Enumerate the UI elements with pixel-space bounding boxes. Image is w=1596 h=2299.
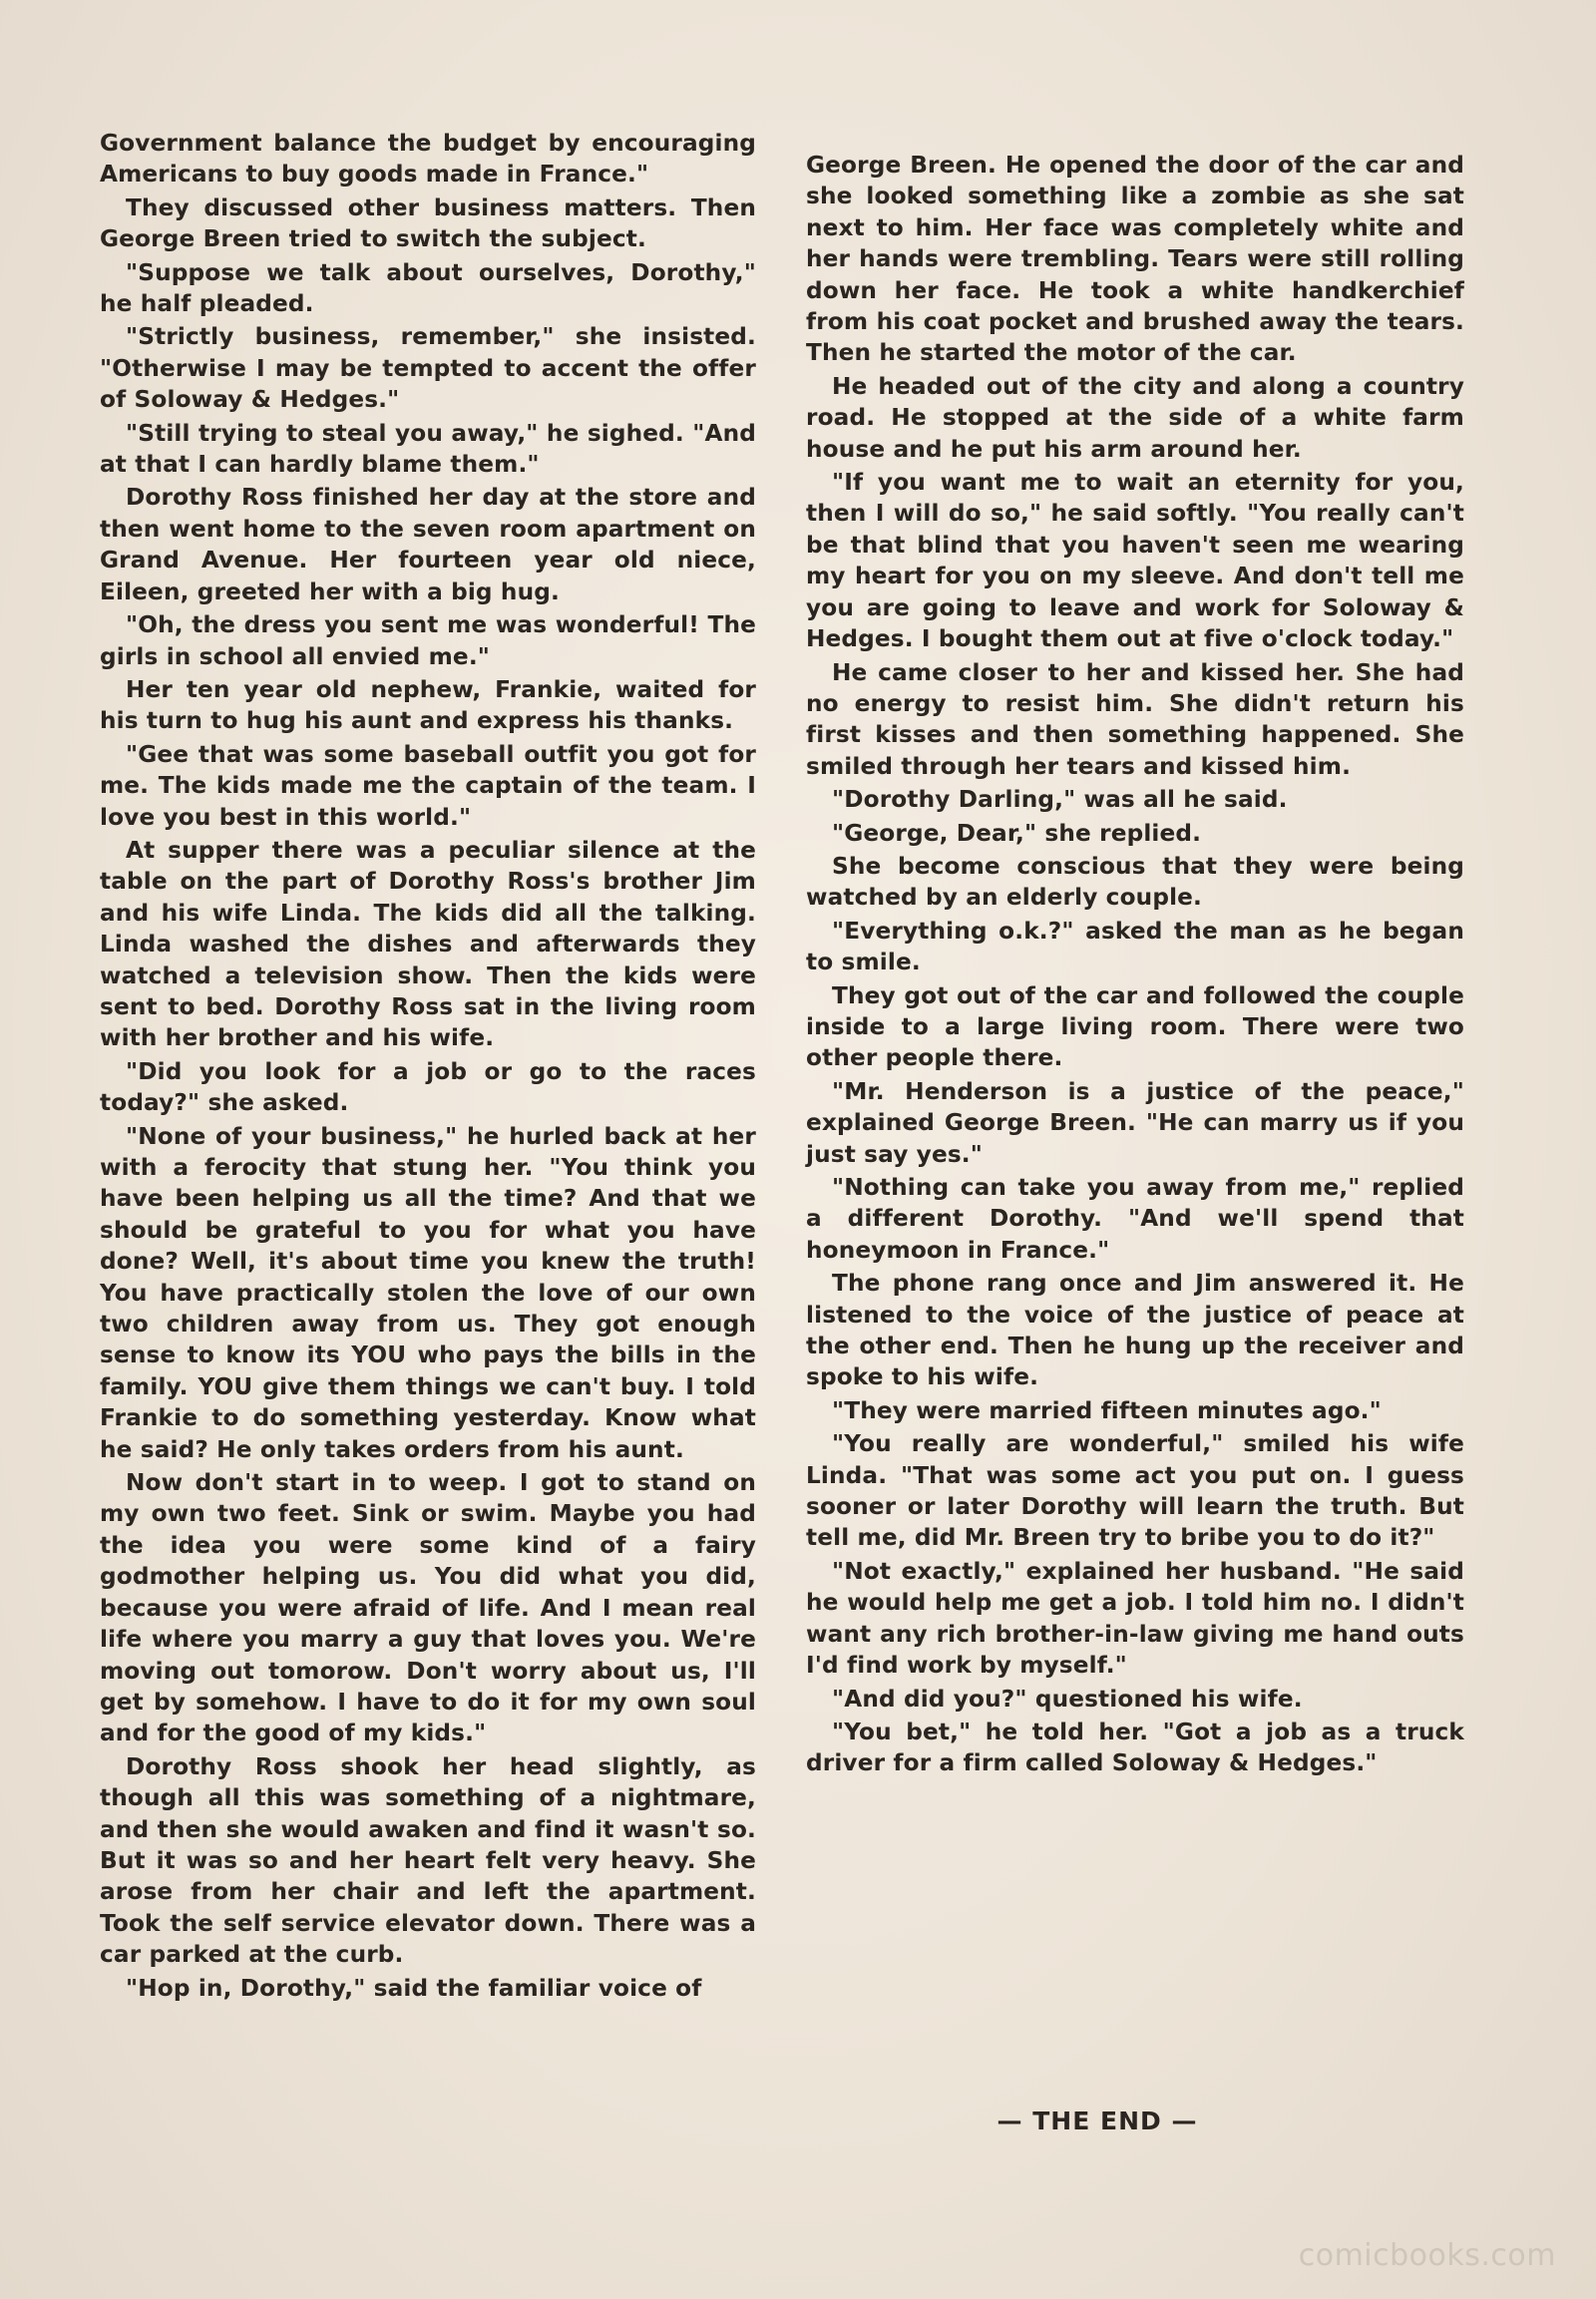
paragraph: "Everything o.k.?" asked the man as he began to smile. bbox=[806, 917, 1464, 976]
paragraph: "Strictly business, remember," she insisted. "Otherwise I may be tempted to accent the offer of Soloway & Hedges." bbox=[100, 323, 756, 414]
paragraph: They discussed other business matters. Then George Breen tried to switch the subject. bbox=[100, 193, 756, 253]
paragraph: "Still trying to steal you away," he sighed. "And at that I can hardly blame them." bbox=[100, 419, 756, 479]
paragraph: "Gee that was some baseball outfit you got for me. The kids made me the captain of the team. I love you best in this world." bbox=[100, 740, 756, 831]
paragraph: "Mr. Henderson is a justice of the peace," explained George Breen. "He can marry us if you just say yes." bbox=[806, 1077, 1464, 1168]
paragraph: He headed out of the city and along a country road. He stopped at the side of a white farm house and he put his arm around her. bbox=[806, 372, 1464, 463]
paragraph: "You really are wonderful," smiled his wife Linda. "That was some act you put on. I guess sooner or later Dorothy will learn the truth. But tell me, did Mr. Breen try to bribe you to do it?" bbox=[806, 1430, 1464, 1552]
paragraph: "They were married fifteen minutes ago." bbox=[832, 1396, 1382, 1424]
paragraph: At supper there was a peculiar silence at the table on the part of Dorothy Ross's brother Jim and his wife Linda. The kids did all the talking. Linda washed the dishes and afterwards they watched a television show. Then the kids were sent to bed. Dorothy Ross sat in the living room with her brother and his wife. bbox=[100, 836, 756, 1052]
site-watermark: comicbooks.com bbox=[1298, 2238, 1556, 2273]
paragraph: "Oh, the dress you sent me was wonderful! The girls in school all envied me." bbox=[100, 611, 756, 670]
paragraph: The phone rang once and Jim answered it. He listened to the voice of the justice of peace at the other end. Then he hung up the receiver and spoke to his wife. bbox=[806, 1270, 1464, 1391]
paragraph: Dorothy Ross shook her head slightly, as though all this was something of a nightmare, and then she would awaken and find it wasn't so. But it was so and her heart felt very heavy. She arose from her chair and left the apartment. Took the self service elevator down. There was a car parked at the curb. bbox=[100, 1752, 756, 1969]
paragraph: "Nothing can take you away from me," replied a different Dorothy. "And we'll spend that honeymoon in France." bbox=[806, 1174, 1464, 1264]
paragraph: Her ten year old nephew, Frankie, waited for his turn to hug his aunt and express his thanks. bbox=[100, 675, 756, 735]
paragraph: Dorothy Ross finished her day at the store and then went home to the seven room apartment on Grand Avenue. Her fourteen year old niece, Eileen, greeted her with a big hug. bbox=[100, 484, 756, 605]
paragraph: George Breen. He opened the door of the car and she looked something like a zombie as she sat next to him. Her face was completely white and her hands were trembling. Tears were still rolling down her face. He took a white handkerchief from his coat pocket and brushed away the tears. Then he started the motor of the car. bbox=[806, 152, 1464, 367]
paragraph: "You bet," he told her. "Got a job as a truck driver for a firm called Soloway & Hedges." bbox=[806, 1718, 1464, 1777]
paragraph: "None of your business," he hurled back at her with a ferocity that stung her. "You think you have been helping us all the time? And that we should be grateful to you for what you have done? Well, it's about time you knew the truth! You have practically stolen the love of our own two children away from us. They got enough sense to know its YOU who pays the bills in the family. YOU give them things we can't buy. I told Frankie to do something yesterday. Know what he said? He only takes orders from his aunt. bbox=[100, 1122, 756, 1463]
paragraph: He came closer to her and kissed her. She had no energy to resist him. She didn't return his first kisses and then something happened. She smiled through her tears and kissed him. bbox=[806, 658, 1464, 780]
left-column bbox=[100, 128, 756, 2006]
the-end-mark: — THE END — bbox=[997, 2107, 1198, 2135]
paragraph: "And did you?" questioned his wife. bbox=[832, 1685, 1303, 1713]
paragraph: "George, Dear," she replied. bbox=[832, 819, 1202, 847]
paragraph: "Suppose we talk about ourselves, Dorothy," he half pleaded. bbox=[100, 258, 756, 318]
right-column bbox=[806, 150, 1464, 1781]
paragraph: "Hop in, Dorothy," said the familiar voice of bbox=[126, 1974, 702, 2002]
paragraph: "Did you look for a job or go to the races today?" she asked. bbox=[100, 1057, 756, 1117]
paragraph: "If you want me to wait an eternity for you, then I will do so," he said softly. "You really can't be that blind that you haven't seen me wearing my heart for you on my sleeve. And don't tell me you are going to leave and work for Soloway & Hedges. I bought them out at five o'clock today." bbox=[806, 469, 1464, 653]
paragraph: She become conscious that they were being watched by an elderly couple. bbox=[806, 852, 1464, 912]
paragraph: Government balance the budget by encouraging Americans to buy goods made in France." bbox=[100, 130, 756, 189]
paragraph: Now don't start in to weep. I got to stand on my own two feet. Sink or swim. Maybe you had the idea you were some kind of a fairy godmother helping us. You did what you did, because you were afraid of life. And I mean real life where you marry a guy that loves you. We're moving out tomorow. Don't worry about us, I'll get by somehow. I have to do it for my own soul and for the good of my kids." bbox=[100, 1469, 756, 1747]
paragraph: They got out of the car and followed the couple inside to a large living room. There were two other people there. bbox=[806, 981, 1464, 1072]
paragraph: "Dorothy Darling," was all he said. bbox=[832, 786, 1288, 814]
paragraph: "Not exactly," explained her husband. "He said he would help me get a job. I told him no. I didn't want any rich brother-in-law giving me hand outs I'd find work by myself." bbox=[806, 1557, 1464, 1680]
